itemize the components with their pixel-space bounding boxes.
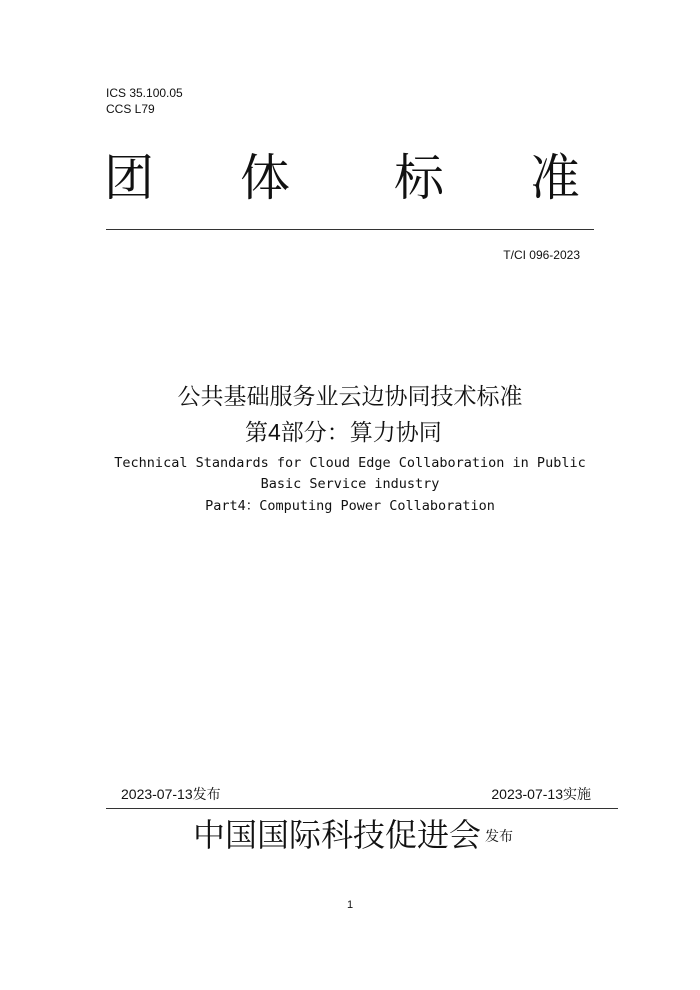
- publish-label: 发布: [485, 828, 513, 844]
- publishing-organization: 中国国际科技促进会: [193, 817, 482, 853]
- chinese-part-title: 第4部分：算力协同: [245, 419, 442, 445]
- document-type-title: [104, 148, 584, 208]
- ics-code: ICS 35.100.05: [106, 86, 183, 100]
- bottom-divider: [106, 808, 618, 809]
- english-title-line-1: Technical Standards for Cloud Edge Collaboration in Public: [114, 455, 586, 471]
- implementation-date: 2023-07-13实施: [491, 786, 591, 802]
- english-title-line-3: Part4：Computing Power Collaboration: [205, 498, 495, 514]
- title-char-1: 团: [104, 150, 154, 206]
- title-char-3: 标: [394, 150, 444, 206]
- ccs-code: CCS L79: [106, 102, 155, 116]
- publish-date: 2023-07-13发布: [121, 786, 221, 802]
- page-number: 1: [346, 899, 354, 911]
- top-divider: [106, 229, 594, 230]
- chinese-title: 公共基础服务业云边协同技术标准: [177, 383, 523, 409]
- title-char-4: 准: [530, 150, 580, 206]
- english-title-line-2: Basic Service industry: [260, 476, 440, 492]
- title-char-2: 体: [240, 150, 290, 206]
- standard-number: T/CI 096-2023: [503, 248, 580, 262]
